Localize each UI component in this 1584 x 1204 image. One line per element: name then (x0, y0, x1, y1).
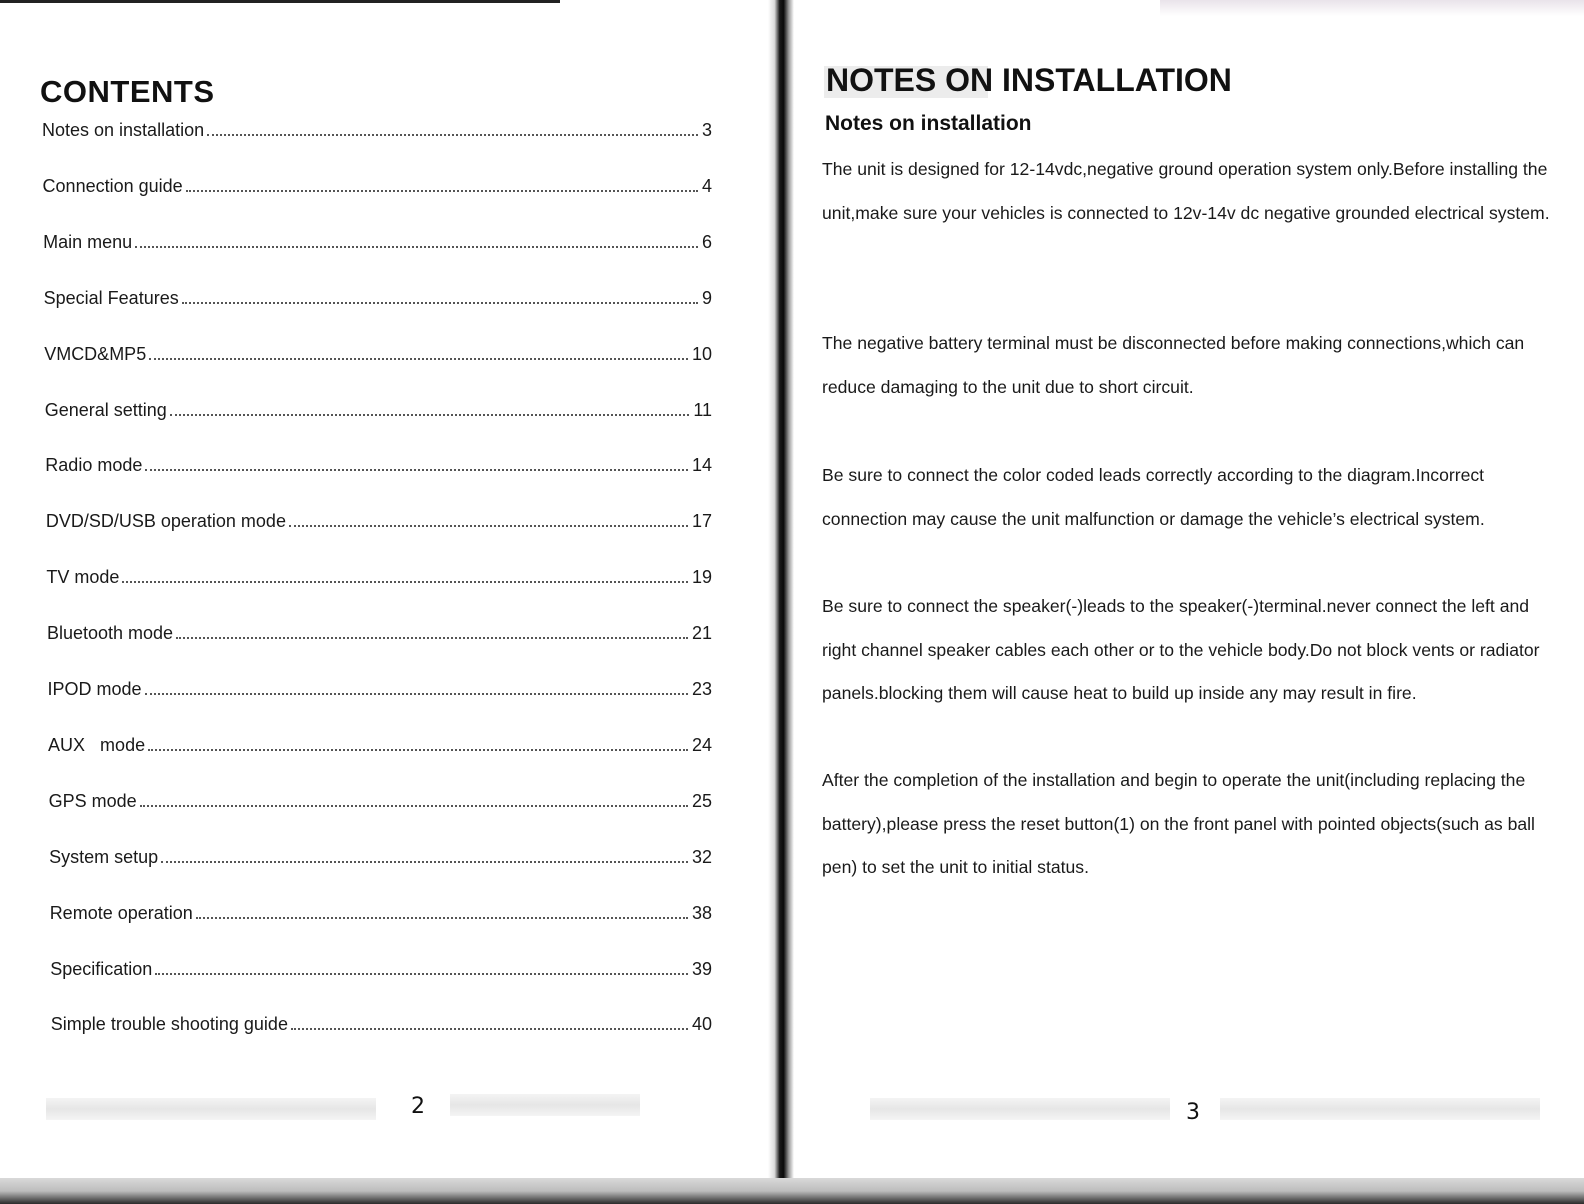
toc-entry-label: VMCD&MP5 (44, 343, 147, 364)
toc-leader-dots (140, 805, 688, 807)
paragraph-reset: After the completion of the installation and begin to operate the unit(including replacing the battery),please press the reset button(1) on the front panel with pointed objects(such as ball pen) to set the unit to initial status. (822, 770, 1535, 877)
toc-entry-page: 10 (691, 343, 712, 364)
toc-entry-label: IPOD mode (47, 679, 142, 699)
toc-entry-label: DVD/SD/USB operation mode (45, 511, 286, 532)
toc-entry-page: 38 (691, 902, 712, 923)
toc-entry-label: General setting (44, 399, 167, 420)
contents-title: CONTENTS (40, 74, 215, 109)
toc-entry-label: Main menu (43, 231, 133, 252)
toc-entry-page: 19 (691, 567, 712, 588)
scan-edge-top (0, 0, 560, 3)
notes-subtitle: Notes on installation (825, 112, 1032, 135)
toc-entry (48, 730, 712, 756)
toc-entry-label: GPS mode (48, 790, 137, 811)
toc-entry-page: 4 (701, 175, 712, 196)
toc-entry (49, 842, 712, 868)
page-number-right: 3 (1186, 1100, 1200, 1125)
toc-entry (47, 618, 712, 644)
toc-entry-page: 21 (691, 623, 712, 644)
toc-entry-label: Notes on installation (42, 120, 205, 140)
toc-entry-label: Bluetooth mode (46, 623, 174, 644)
toc-entry (43, 171, 712, 197)
scan-edge-top-right (1160, 0, 1584, 16)
toc-entry-label: Special Features (43, 287, 179, 308)
paragraph-speaker: Be sure to connect the speaker(-)leads to the speaker(-)terminal.never connect the left and right channel speaker cables each other or to the vehicle body.Do not block vents or radiator panels.blocking them will cause heat to build up inside any may result in fire. (822, 596, 1540, 703)
toc-leader-dots (207, 134, 698, 136)
toc-entry-label: Remote operation (49, 902, 193, 923)
toc-leader-dots (176, 637, 688, 639)
toc-entry-label: System setup (49, 846, 159, 867)
toc-entry (44, 339, 712, 365)
toc-entry (51, 1009, 712, 1035)
toc-entry-page: 9 (701, 287, 712, 308)
notes-title: NOTES ON INSTALLATION (826, 62, 1232, 98)
toc-entry-page: 6 (701, 231, 712, 252)
toc-entry (45, 395, 712, 421)
toc-entry-page: 39 (691, 958, 712, 979)
page-gutter (768, 0, 794, 1204)
toc-leader-dots (161, 861, 688, 863)
toc-entry-page: 11 (693, 399, 712, 420)
scan-edge-bottom (0, 1178, 1584, 1204)
toc-entry (43, 227, 712, 253)
toc-entry-page: 24 (691, 734, 712, 755)
toc-entry (49, 786, 712, 812)
footer-shade-left-b (450, 1094, 640, 1116)
toc-entry-label: Radio mode (45, 455, 143, 476)
toc-entry (44, 283, 712, 309)
toc-entry (50, 954, 712, 980)
toc-entry-label: TV mode (46, 567, 120, 588)
footer-shade-right-b (1220, 1098, 1540, 1120)
toc-leader-dots (182, 302, 698, 304)
toc-leader-dots (122, 581, 688, 583)
toc-entry (46, 506, 712, 532)
toc-entry (42, 115, 712, 141)
paragraph-leads: Be sure to connect the color coded leads correctly according to the diagram.Incorrect connection may cause the unit malfunction or damage the vehicle’s electrical system. (822, 465, 1485, 529)
toc-leader-dots (148, 749, 688, 751)
paragraph-battery: The negative battery terminal must be disconnected before making connections,which can reduce damaging to the unit due to short circuit. (822, 333, 1525, 397)
toc-entry-page: 14 (691, 455, 712, 476)
toc-entry-page: 3 (701, 120, 712, 140)
toc-leader-dots (186, 190, 698, 192)
toc-entry-label: Simple trouble shooting guide (50, 1014, 288, 1035)
toc-entry-label: Specification (50, 958, 153, 979)
paragraph-voltage: The unit is designed for 12-14vdc,negative ground operation system only.Before installing the unit,make sure your vehicles is connected to 12v-14v dc negative grounded electrical system. (822, 159, 1550, 223)
toc-entry-label: Connection guide (42, 175, 183, 196)
footer-shade-left-a (46, 1098, 376, 1120)
toc-entry-page: 25 (691, 790, 712, 811)
toc-entry-page: 40 (691, 1014, 712, 1035)
toc-entry (50, 898, 712, 924)
toc-leader-dots (170, 414, 689, 416)
toc-leader-dots (196, 917, 688, 919)
footer-shade-right-a (870, 1098, 1170, 1120)
toc-entry-page: 32 (691, 846, 712, 867)
toc-entry-label: AUX mode (48, 734, 146, 755)
toc-entry-page: 23 (691, 679, 712, 699)
toc-entry (45, 450, 712, 476)
toc-leader-dots (155, 973, 688, 975)
toc-entry-page: 17 (691, 511, 712, 532)
toc-leader-dots (145, 469, 688, 471)
toc-leader-dots (145, 693, 688, 695)
toc-leader-dots (149, 358, 688, 360)
page-number-left: 2 (411, 1094, 425, 1119)
toc-entry (48, 674, 713, 700)
toc-leader-dots (135, 246, 698, 248)
toc-leader-dots (291, 1028, 688, 1030)
toc-leader-dots (289, 525, 688, 527)
toc-entry (46, 562, 712, 588)
